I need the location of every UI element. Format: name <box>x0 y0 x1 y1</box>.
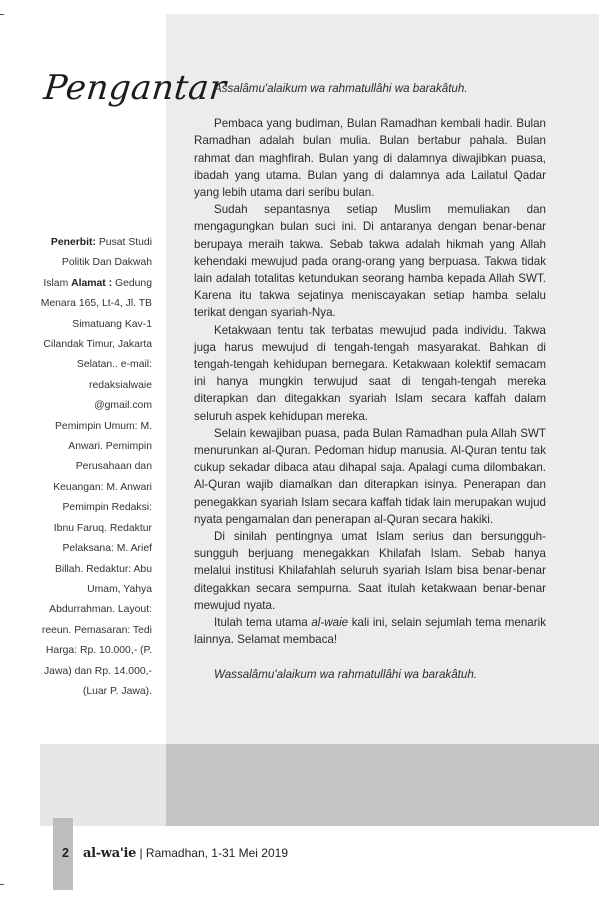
paragraph-text: kali ini, selain sejumlah tema menarik lainnya. Selamat membaca! <box>194 616 546 647</box>
closing-salutation: Wassalâmu'alaikum wa rahmatullâhi wa barakâtuh. <box>214 667 477 681</box>
paragraph: Di sinilah pentingnya umat Islam serius dan bersungguh-sungguh berjuang menegakkan Khilafah Islam. Sebab hanya melalui institusi Khilafahlah seluruh syariah Islam bisa benar-benar ditegakkan secara sempurna. Saat itulah ketakwaan benar-benar mewujud nyata. <box>194 530 546 612</box>
page-title: Pengantar <box>41 68 229 108</box>
crop-mark <box>0 14 4 15</box>
paragraph: Sudah sepantasnya setiap Muslim memuliakan dan mengagungkan bulan suci ini. Di antaranya dengan benar-benar berupaya meraih takwa. Sebab takwa adalah hikmah yang Allah kehendaki mewujud pada orang-orang yang berpuasa. Takwa tidak lain adalah totalitas ketundukan seorang hamba kepada Allah SWT. Karena itu takwa sejatinya meniscayakan setiap hamba selalu terikat dengan syariah-Nya. <box>194 203 546 320</box>
footer-block-left <box>40 744 166 826</box>
publisher-label: Penerbit: <box>50 237 96 248</box>
page-footer <box>62 846 288 861</box>
paragraph-closing-note <box>194 614 546 648</box>
footer-block-right <box>166 744 599 826</box>
staff-credits: Pemimpin Umum: M. Anwari. Pemimpin Perusahaan dan Keuangan: M. Anwari Pemimpin Redaksi: Ibnu Faruq. Redaktur Pelaksana: M. Arief Billah. Redaktur: Abu Umam, Yahya Abdurrahman. Layout: reeun. Pemasaran: Tedi Harga: Rp. 10.000,- (P. Jawa) dan Rp. 14.000,- (Luar P. Jawa). <box>41 420 152 697</box>
article-body <box>194 80 546 683</box>
magazine-logo: al-wa'ie <box>82 846 137 861</box>
page-number: 2 <box>62 846 69 860</box>
paragraph-text: Itulah tema utama <box>214 616 312 630</box>
crop-mark <box>0 884 4 885</box>
paragraph: Ketakwaan tentu tak terbatas mewujud pada individu. Takwa juga harus mewujud di tengah-tengah masyarakat. Bahkan di tengah-tengah kehidupan bernegara. Ketakwaan kolektif semacam ini hanya mungkin terwujud saat di tengah-tengah mereka diterapkan dan ditegakkan syariah Islam secara kaffah dalam seluruh aspek kehidupan mereka. <box>194 323 546 423</box>
address-text: Gedung Menara 165, Lt-4, Jl. TB Simatuang Kav-1 Cilandak Timur, Jakarta Selatan.. e-mail: redaksialwaie @gmail.com <box>40 277 152 412</box>
paragraph: Pembaca yang budiman, Bulan Ramadhan kembali hadir. Bulan Ramadhan adalah bulan mulia. Bulan bertabur pahala. Bulan rahmat dan maghfirah. Bulan yang di dalamnya diwajibkan puasa, ibadah yang utama. Bulan yang di dalamnya ada Lailatul Qadar yang lebih utama dari seribu bulan. <box>194 117 546 200</box>
greeting: Assalâmu'alaikum wa rahmatullâhi wa barakâtuh. <box>214 82 468 95</box>
issue-date: | Ramadhan, 1-31 Mei 2019 <box>136 846 288 860</box>
paragraph: Selain kewajiban puasa, pada Bulan Ramadhan pula Allah SWT menurunkan al-Quran. Pedoman hidup manusia. Al-Quran tentu tak cukup sekadar dibaca atau dihapal saja. Apalagi cuma dilombakan. Al-Quran wajib diamalkan dan diterapkan isinya. Penerapan dan penegakkan syariah Islam secara kaffah tidak lain merupakan wujud nyata pengamalan dan penerapan al-Quran secara hakiki. <box>194 426 546 526</box>
publisher-text: Pusat Studi Politik Dan Dakwah Islam <box>43 237 152 289</box>
masthead <box>40 233 152 702</box>
magazine-name: al-waie <box>311 616 349 630</box>
address-label: Alamat : <box>71 277 113 289</box>
